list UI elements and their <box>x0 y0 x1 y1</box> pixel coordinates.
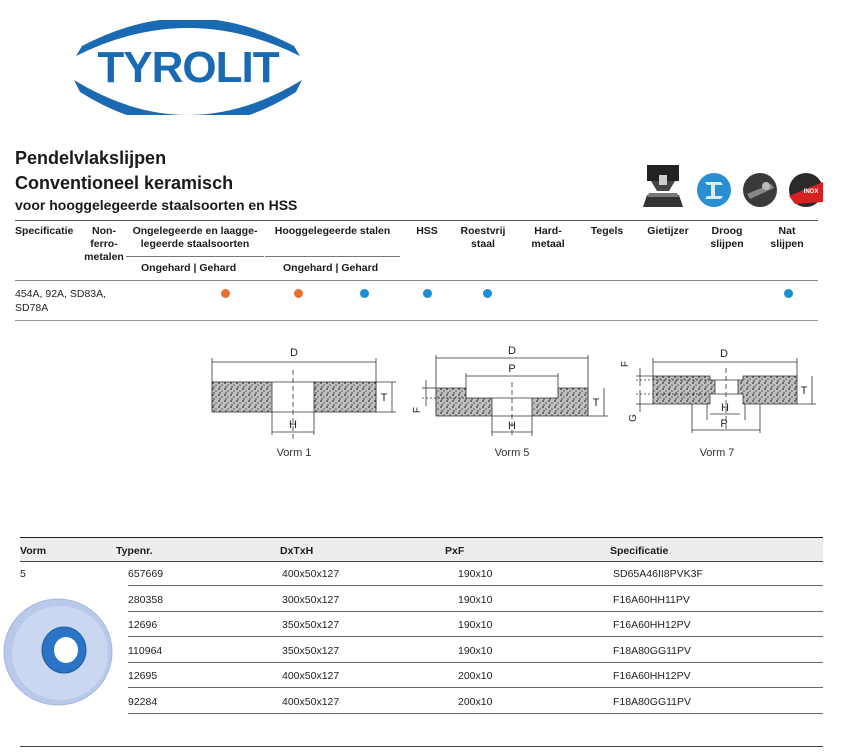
vorm5-label-d: D <box>508 345 516 357</box>
vorm5-label-t: T <box>592 397 600 409</box>
cell-typenr: 12695 <box>128 670 158 682</box>
page-subtitle: Conventioneel keramisch <box>15 173 234 193</box>
header-tegels: Tegels <box>590 225 624 237</box>
row-divider <box>128 611 823 612</box>
dot-hss <box>423 289 432 298</box>
cell-typenr: 12696 <box>128 619 158 631</box>
vorm5-label-p: P <box>508 363 516 375</box>
logo-text: TYROLIT <box>97 43 279 92</box>
spec-table-bottom-rule <box>15 320 818 321</box>
cell-dxtxh: 400x50x127 <box>282 568 340 580</box>
tyrolit-logo <box>68 20 308 115</box>
vorm7-label-f: F <box>620 360 631 368</box>
cell-dxtxh: 350x50x127 <box>282 644 340 657</box>
cell-dxtxh: 400x50x127 <box>282 695 340 708</box>
row-divider <box>128 713 823 714</box>
vorm7-label-t: T <box>800 385 808 397</box>
cell-typenr: 110964 <box>128 644 163 657</box>
subheader-rule-ongelegeerd <box>126 256 264 257</box>
vorm7-diagram <box>620 348 816 459</box>
header-hardmetaal: Hard- metaal <box>531 225 565 250</box>
cell-pxf: 200x10 <box>458 695 493 708</box>
subheader-ongelegeerd: Ongehard | Gehard <box>141 262 237 274</box>
cell-typenr: 92284 <box>128 695 158 708</box>
cell-pxf: 200x10 <box>458 670 493 682</box>
header-typenr: Typenr. <box>116 545 153 557</box>
grinding-machine-icon <box>643 163 683 209</box>
header-roestvrij: Roestvrij staal <box>460 225 506 250</box>
cell-typenr: 280358 <box>128 593 164 606</box>
dot-ongelegeerd-gehard <box>221 289 230 298</box>
cell-dxtxh: 400x50x127 <box>282 670 340 682</box>
vorm7-label-p: P <box>720 418 728 430</box>
vorm1-label-d: D <box>290 347 298 359</box>
cell-spec: F18A80GG11PV <box>613 695 692 708</box>
vorm1-diagram <box>212 347 396 459</box>
header-nat-slijpen: Nat slijpen <box>770 225 804 250</box>
header-nonferro: Non- ferro- metalen <box>84 225 124 263</box>
product-table-bottom-rule <box>20 746 823 747</box>
grinding-wheel-image <box>2 597 114 707</box>
cell-pxf: 190x10 <box>458 568 493 580</box>
cell-typenr: 657669 <box>128 568 164 580</box>
wheel-shape-diagrams <box>200 340 840 465</box>
header-ongelegeerd: Ongelegeerde en laagge- legeerde staalsoorten <box>132 225 258 250</box>
cell-spec: F18A80GG11PV <box>613 644 692 657</box>
header-specificatie-product: Specificatie <box>610 545 669 557</box>
dot-hooggelegeerd-gehard <box>360 289 369 298</box>
vorm7-label-d: D <box>720 348 728 360</box>
page-description: voor hooggelegeerde staalsoorten en HSS <box>15 197 298 213</box>
dry-grinding-icon <box>741 172 779 208</box>
header-hooggelegeerd: Hooggelegeerde stalen <box>274 225 391 237</box>
vorm7-label-h: H <box>721 402 729 414</box>
cell-spec: F16A60HH11PV <box>613 593 690 606</box>
product-table-header-rule <box>20 561 823 562</box>
vorm1-label-t: T <box>380 392 388 404</box>
dot-hooggelegeerd-ongehard <box>294 289 303 298</box>
cell-pxf: 190x10 <box>458 593 493 606</box>
header-droog-slijpen: Droog slijpen <box>710 225 744 250</box>
row-divider <box>128 585 823 586</box>
vorm5-label-h: H <box>508 420 516 432</box>
vorm5-label-f: F <box>412 406 423 414</box>
vorm1-label-h: H <box>289 419 297 431</box>
vorm5-caption: Vorm 5 <box>494 447 530 459</box>
subheader-hooggelegeerd: Ongehard | Gehard <box>283 262 379 274</box>
cell-dxtxh: 350x50x127 <box>282 619 340 631</box>
spec-table-header-rule <box>15 280 818 281</box>
header-hss: HSS <box>416 225 438 237</box>
cell-spec: F16A60HH12PV <box>613 670 691 682</box>
cell-dxtxh: 300x50x127 <box>282 593 340 606</box>
row-divider <box>128 636 823 637</box>
spec-table-top-rule <box>15 220 818 221</box>
row-divider <box>128 662 823 663</box>
spec-row-specification: 454A, 92A, SD83A, SD78A <box>15 288 107 314</box>
vorm5-diagram <box>412 345 608 459</box>
cell-spec: F16A60HH12PV <box>613 619 691 631</box>
steel-beam-icon <box>695 172 733 208</box>
inox-label: INOX <box>803 189 819 195</box>
vorm1-caption: Vorm 1 <box>276 447 312 459</box>
header-dxtxh: DxTxH <box>280 545 314 557</box>
dot-nat-slijpen <box>784 289 793 298</box>
wet-grinding-icon <box>787 172 825 208</box>
subheader-rule-hooggelegeerd <box>265 256 400 257</box>
header-pxf: PxF <box>445 545 465 557</box>
vorm7-caption: Vorm 7 <box>699 447 735 459</box>
row-divider <box>128 687 823 688</box>
dot-roestvrij <box>483 289 492 298</box>
header-vorm: Vorm <box>20 545 47 557</box>
vorm-value: 5 <box>20 568 26 580</box>
page-title: Pendelvlakslijpen <box>15 148 167 168</box>
cell-pxf: 190x10 <box>458 644 493 657</box>
header-specificatie: Specificatie <box>15 225 74 237</box>
cell-pxf: 190x10 <box>458 619 493 631</box>
vorm7-label-g: G <box>628 414 639 422</box>
header-gietijzer: Gietijzer <box>647 225 689 237</box>
cell-spec: SD65A46II8PVK3F <box>613 568 703 580</box>
